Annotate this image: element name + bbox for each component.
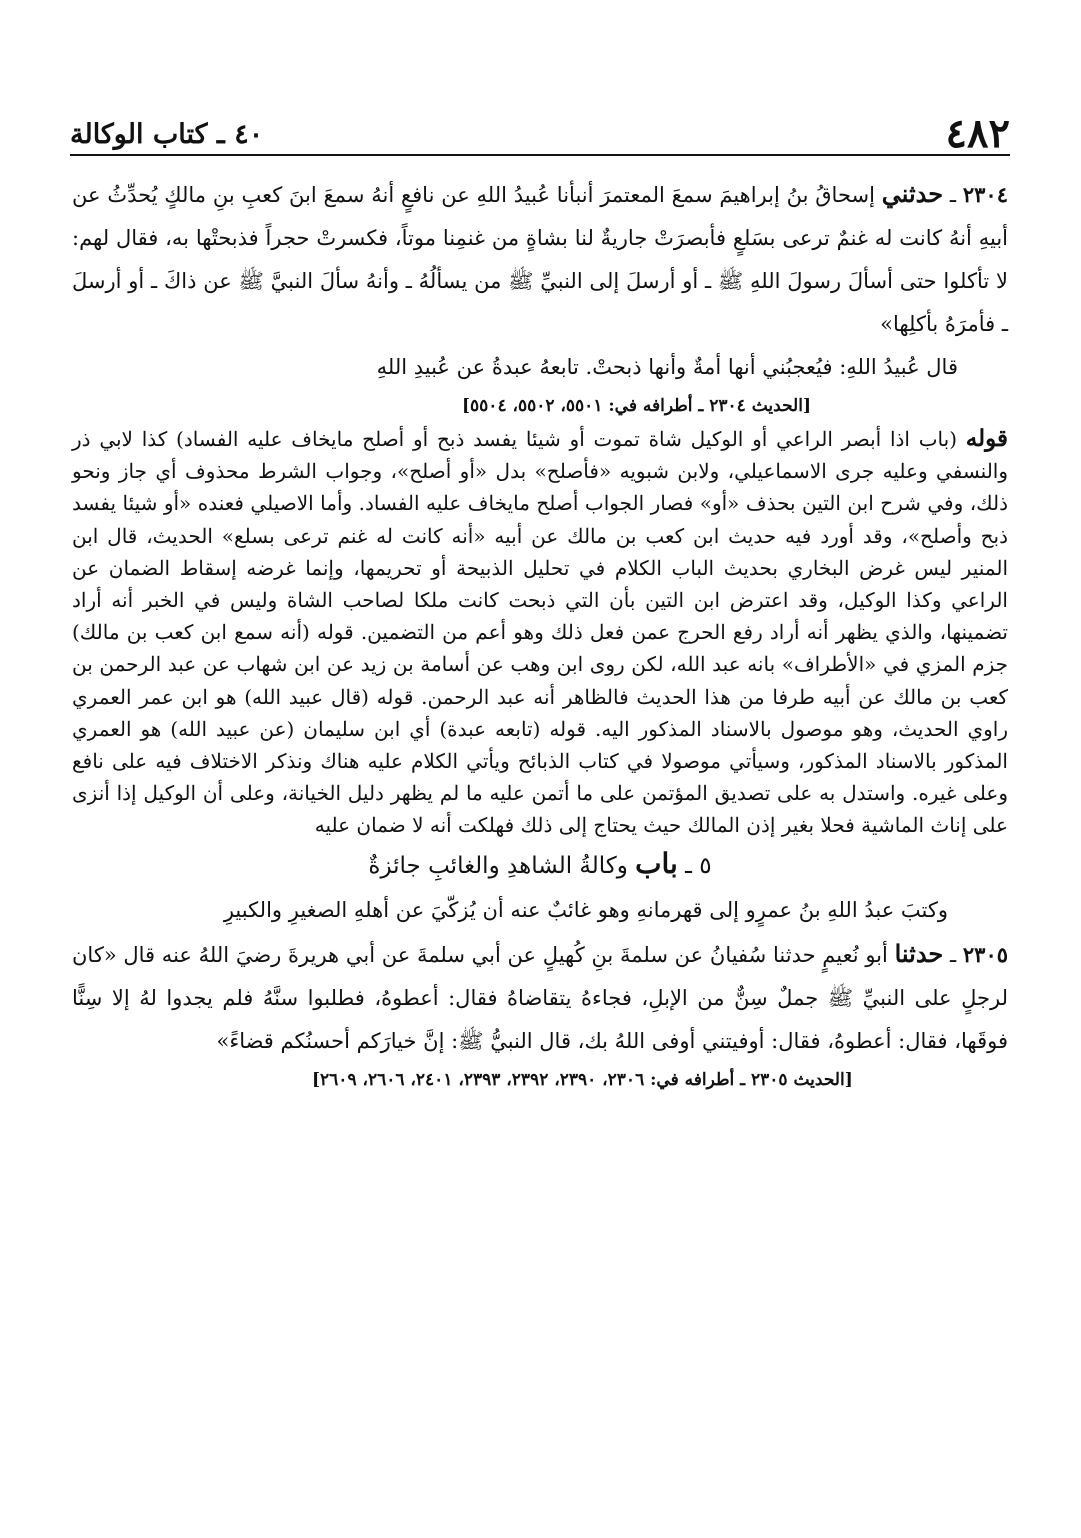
hadith-text: أبو نُعيمٍ حدثنا سُفيانُ عن سلمةَ بنِ كُهيلٍ عن أبي سلمةَ عن أبي هريرةَ رضيَ اللهُ عنه قال «كان لرجلٍ على النبيِّ ﷺ جملٌ سِنٌّ من الإبلِ، فجاءهُ يتقاضاهُ فقال: أعطوهُ، فطلبوا سنَّهُ فلم يجدوا لهُ إلا سِنًّا فوقَها، فقال: أعطوهُ، فقال: أوفيتني أوفى اللهُ بك، قال النبيُّ ﷺ: إنَّ خيارَكم أحسنُكم قضاءً» [72, 942, 1008, 1053]
commentary [72, 423, 1008, 842]
chapter-heading [72, 842, 1008, 888]
hadith-note: قال عُبيدُ اللهِ: فيُعجبُني أنها أمةٌ وأنها ذبحتْ. تابعهُ عبدةُ عن عُبيدِ اللهِ [376, 355, 958, 379]
chapter-taliq: وكتبَ عبدُ اللهِ بنُ عمرٍو إلى قهرمانهِ وهو غائبٌ عنه أن يُزكّيَ عن أهلهِ الصغيرِ والكبيرِ [223, 897, 948, 922]
hadith-2305: ٢٣٠٥ ـ حدثنا أبو نُعيمٍ حدثنا سُفيانُ عن سلمةَ بنِ كُهيلٍ عن أبي سلمةَ عن أبي هريرةَ رضيَ اللهُ عنه قال «كان لرجلٍ على النبيِّ ﷺ جملٌ سِنٌّ من الإبلِ، فجاءهُ يتقاضاهُ فقال: أعطوهُ، فطلبوا سنَّهُ فلم يجدوا لهُ إلا سِنًّا فوقَها، فقال: أعطوهُ، فقال: أوفيتني أوفى اللهُ بك، قال النبيُّ ﷺ: إنَّ خيارَكم أحسنُكم قضاءً» [72, 938, 1009, 1053]
hadith-keyword: حدثنا [894, 938, 944, 968]
chapter-title: ٤٠ ـ كتاب الوكالة [70, 119, 264, 150]
page-header [70, 100, 1010, 157]
chapter-heading-title: وكالةُ الشاهدِ والغائبِ جائزةٌ [368, 852, 628, 879]
hadith-number: ٢٣٠٤ [962, 182, 1008, 207]
commentary-text: (باب اذا أبصر الراعي أو الوكيل شاة تموت أو شيئا يفسد ذبح أو أصلح مايخاف عليه الفساد) كذا لابي ذر والنسفي وعليه جرى الاسماعيلي، ولابن شبويه «فأصلح» بدل «أو أصلح»، وجواب الشرط محذوف أي جاز ونحو ذلك، وفي شرح ابن التين بحذف «أو» فصار الجواب أصلح مايخاف عليه الفساد. وأما الاصيلي فعنده «أو شيئا يفسد ذبح وأصلح»، وقد أورد فيه حديث ابن كعب بن مالك عن أبيه «أنه كانت له غنم ترعى بسلع» الحديث، قال ابن المنير ليس غرض البخاري بحديث الباب الكلام في تحليل الذبيحة أو تحريمها، وإنما غرضه إسقاط الضمان عن الراعي وكذا الوكيل، وقد اعترض ابن التين بأن التي ذبحت كانت ملكا لصاحب الشاة وليس في الخبر أنه أراد تضمينها، والذي يظهر أنه أراد رفع الحرج عمن فعل ذلك وهو أعم من التضمين. قوله (أنه سمع ابن كعب بن مالك) جزم المزي في «الأطراف» بانه عبد الله، لكن روى ابن وهب عن أسامة بن زيد عن ابن شهاب عن عبد الرحمن بن كعب بن مالك عن أبيه طرفا من هذا الحديث فالظاهر أنه عبد الرحمن. قوله (قال عبيد الله) هو ابن عمر العمري راوي الحديث، وهو موصول بالاسناد المذكور اليه. قوله (تابعه عبدة) أي ابن سليمان (عن عبيد الله) هو العمري المذكور بالاسناد المذكور، وسيأتي موصولا في كتاب الذبائح ويأتي الكلام عليه هناك ونذكر الاختلاف فيه على نافع وعلى غيره. واستدل به على تصديق المؤتمن على ما أتمن عليه ما لم يظهر دليل الخيانة، وعلى أن الوكيل إذا أنزى على إناث الماشية فحلا بغير إذن المالك حيث يحتاج إلى ذلك فهلكت أنه لا ضمان عليه [72, 427, 1008, 838]
commentary-keyword: قوله [965, 425, 1008, 452]
hadith-text: إسحاقُ بنُ إبراهيمَ سمعَ المعتمرَ أنبأنا عُبيدُ اللهِ عن نافعٍ أنهُ سمعَ ابنَ كعبِ بنِ مالكٍ يُحدِّثُ عن أبيهِ أنهُ كانت له غنمٌ ترعى بسَلعٍ فأبصرَتْ جاريةٌ لنا بشاةٍ من غنمِنا موتاً، فكسرتْ حجراً فذبحتْها به، فقال لهم: لا تأكلوا حتى أسألَ رسولَ اللهِ ﷺ ـ أو أرسلَ إلى النبيِّ ﷺ من يسألُهُ ـ وأنهُ سألَ النبيَّ ﷺ عن ذاكَ ـ أو أرسلَ ـ فأمرَهُ بأكلِها» [72, 183, 1008, 336]
header-divider [70, 154, 1010, 156]
hadith-references: [الحديث ٢٣٠٥ ـ أطرافه في: ٢٣٠٦، ٢٣٩٠، ٢٣٩٢، ٢٣٩٣، ٢٤٠١، ٢٦٠٦، ٢٦٠٩] [312, 1069, 853, 1090]
chapter-word: باب [635, 846, 678, 880]
hadith-keyword: حدثني [881, 179, 944, 208]
chapter-number: ٥ ـ [685, 852, 712, 879]
hadith-number: ٢٣٠٥ [962, 941, 1009, 967]
page-body [72, 172, 1008, 1097]
hadith-references: [الحديث ٢٣٠٤ ـ أطرافه في: ٥٥٠١، ٥٥٠٢، ٥٥٠٤] [462, 396, 811, 416]
page-number: ٤٨٢ [945, 110, 1010, 157]
hadith-2304: ٢٣٠٤ ـ حدثني إسحاقُ بنُ إبراهيمَ سمعَ المعتمرَ أنبأنا عُبيدُ اللهِ عن نافعٍ أنهُ سمعَ ابنَ كعبِ بنِ مالكٍ يُحدِّثُ عن أبيهِ أنهُ كانت له غنمٌ ترعى بسَلعٍ فأبصرَتْ جاريةٌ لنا بشاةٍ من غنمِنا موتاً، فكسرتْ حجراً فذبحتْها به، فقال لهم: لا تأكلوا حتى أسألَ رسولَ اللهِ ﷺ ـ أو أرسلَ إلى النبيِّ ﷺ من يسألُهُ ـ وأنهُ سألَ النبيَّ ﷺ عن ذاكَ ـ أو أرسلَ ـ فأمرَهُ بأكلِها» [72, 179, 1008, 336]
